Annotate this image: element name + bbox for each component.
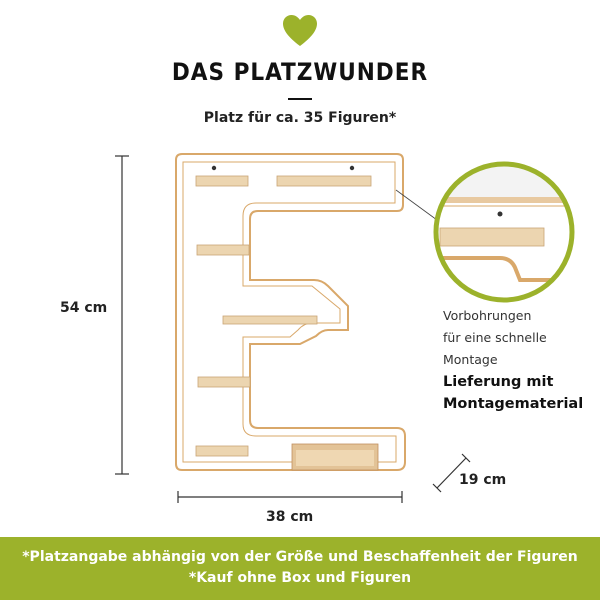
detail-text-line2: für eine schnelle [443, 330, 547, 345]
width-label: 38 cm [266, 509, 314, 525]
height-label: 54 cm [60, 300, 108, 316]
footer-banner [0, 537, 600, 600]
detail-magnifier [430, 160, 580, 300]
footer-note-1: *Platzangabe abhängig von der Größe und Beschaffenheit der Figuren [22, 549, 578, 565]
delivery-text-line1: Lieferung mit [443, 374, 554, 390]
detail-text-line3: Montage [443, 352, 498, 367]
detail-text-line1: Vorbohrungen [443, 308, 532, 323]
depth-label: 19 cm [459, 472, 507, 488]
footer-note-2: *Kauf ohne Box und Figuren [188, 570, 412, 586]
page-subtitle: Platz für ca. 35 Figuren* [203, 110, 397, 126]
height-dimension-line [115, 156, 129, 474]
delivery-text-line2: Montagematerial [443, 396, 584, 412]
width-dimension-line [178, 491, 402, 503]
e-shelf [176, 154, 405, 470]
page-title: DAS PLATZWUNDER [171, 58, 429, 86]
